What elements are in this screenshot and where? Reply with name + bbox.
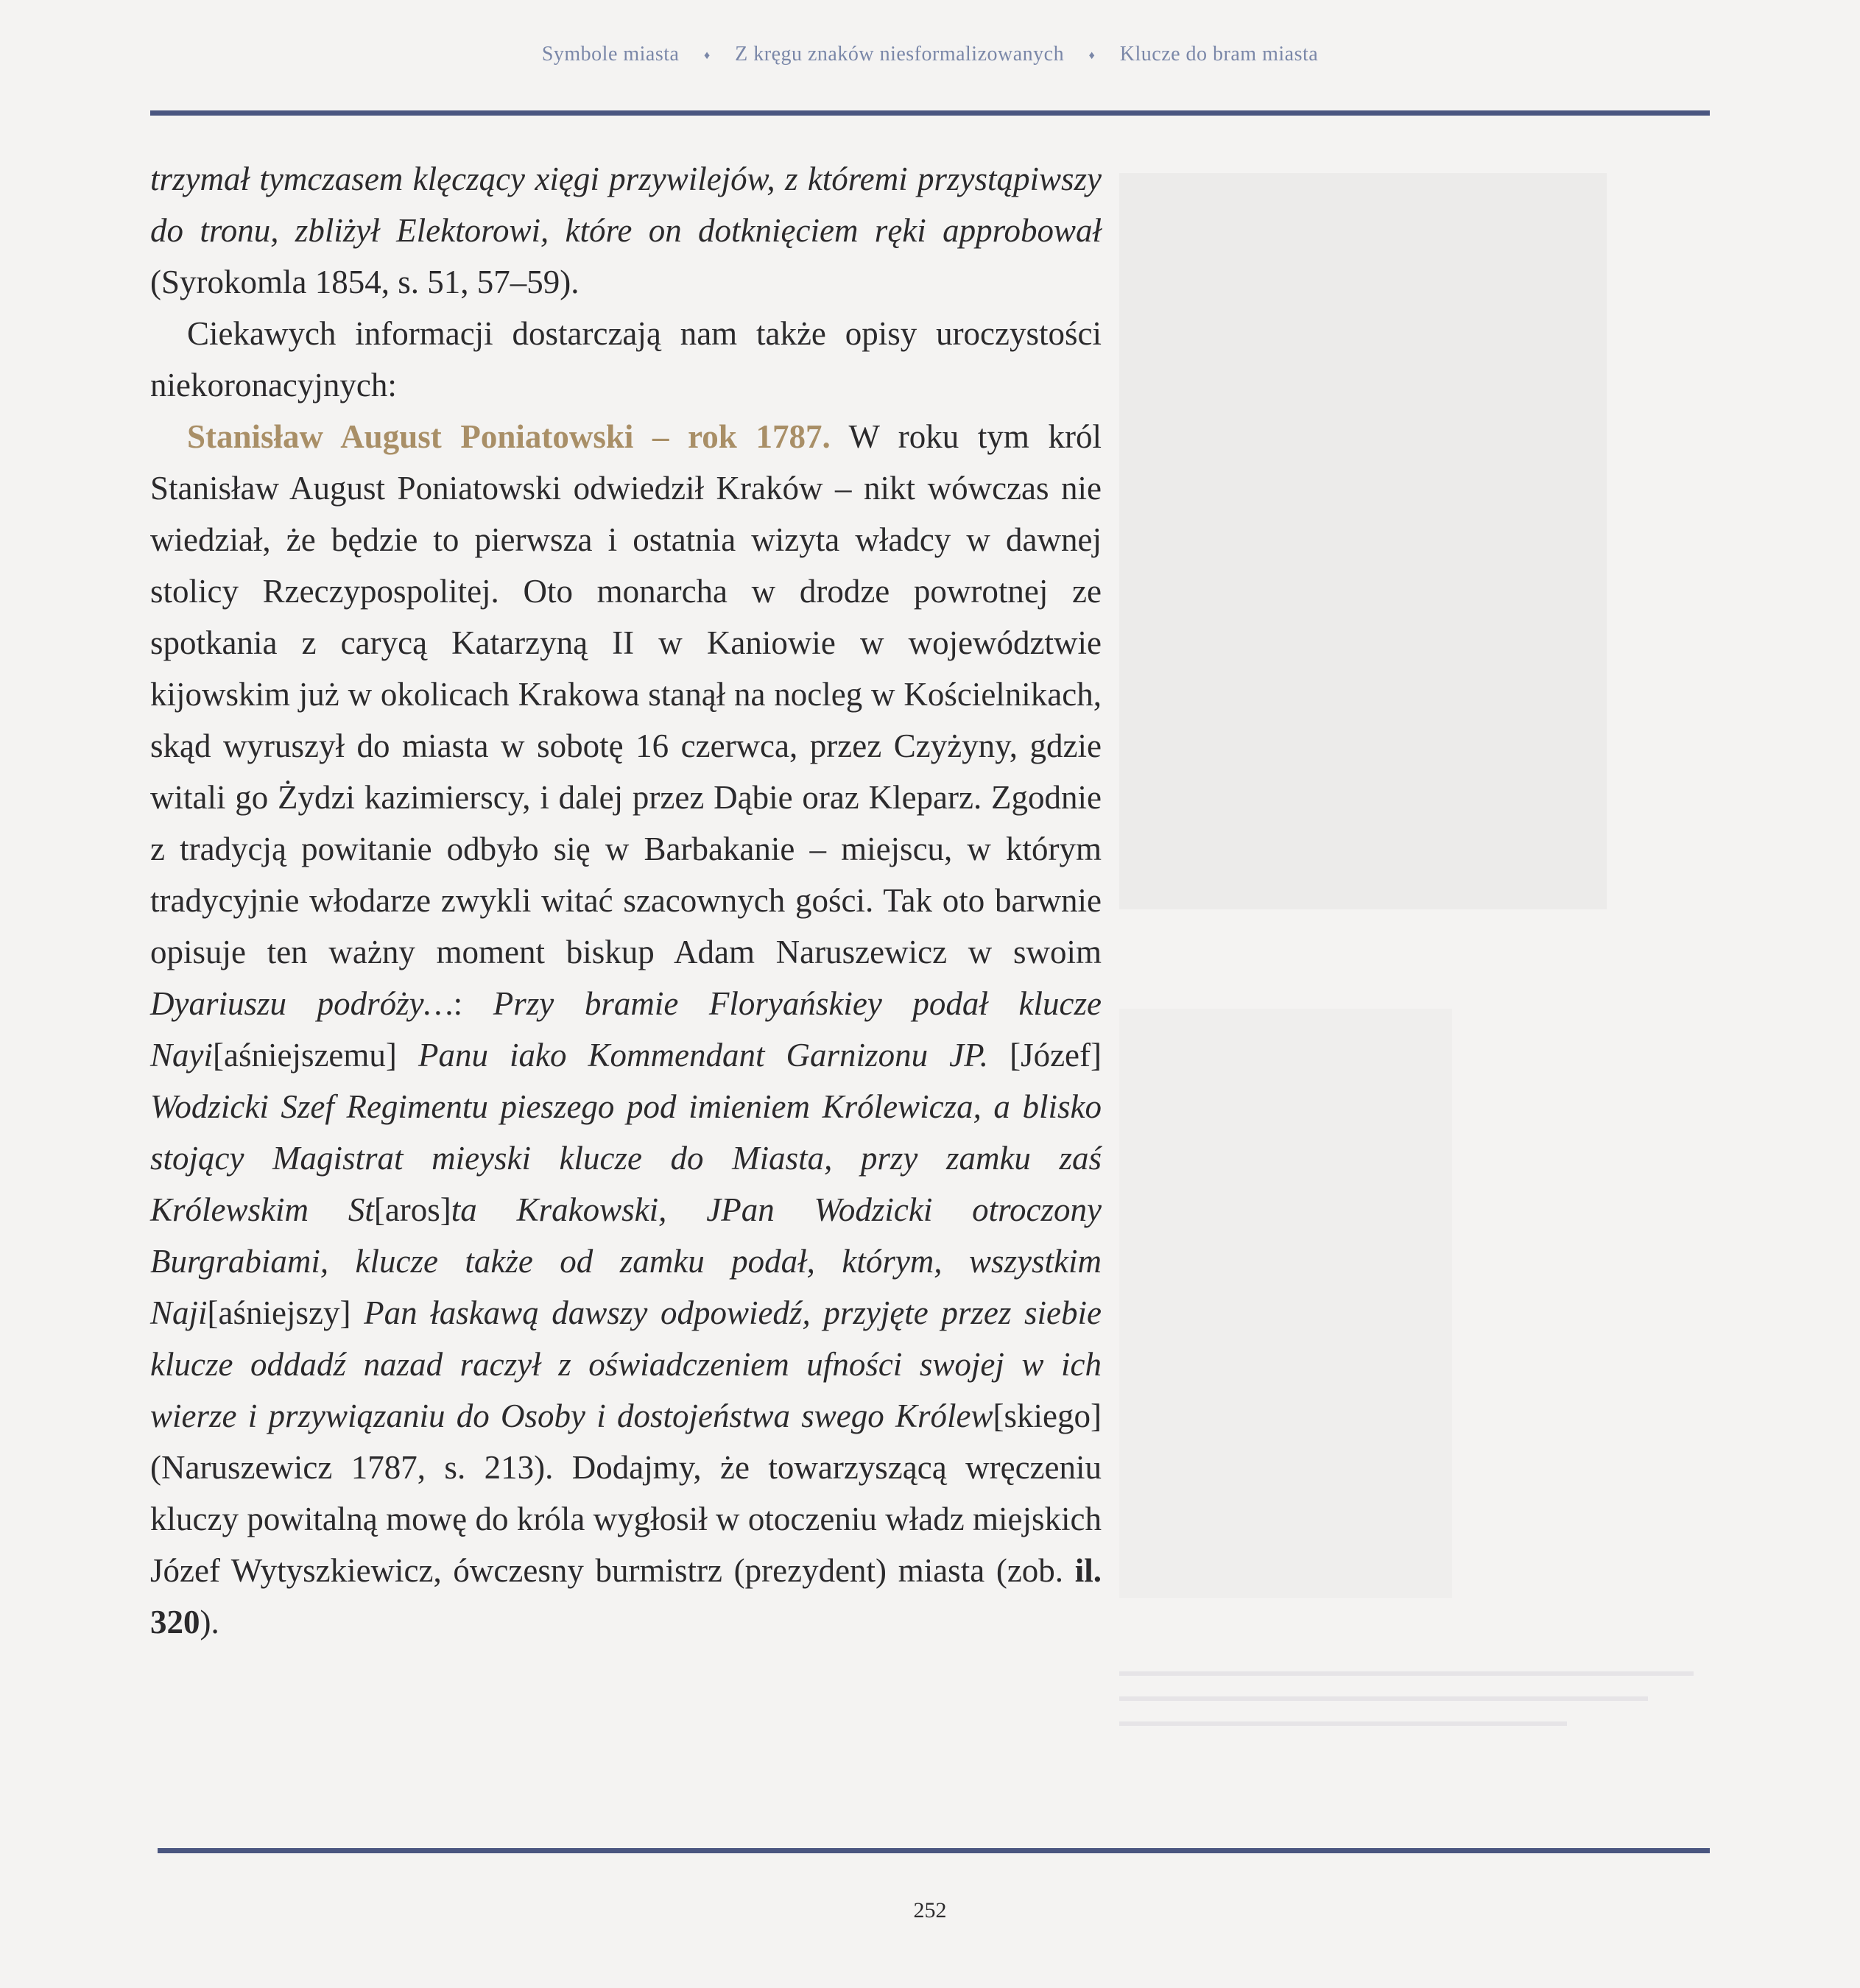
header-crumb-symbols: Symbole miasta [541,43,680,66]
header-rule [150,110,1710,116]
bleed-through-image-shadow [1119,1009,1452,1598]
paragraph-poniatowski [150,411,1102,1648]
diamond-separator-icon: ♦ [703,49,711,62]
quote-text: trzymał tymczasem klęczący xięgi przywilejów, z któremi przystąpiwszy do tronu, zbliżył Elektorowi, które on dotknięciem ręki approbował [150,161,1102,249]
bleed-through-image-shadow [1119,173,1607,909]
editorial-insert: [Józef] [988,1037,1102,1074]
illustration-reference: il. 320 [150,1552,1102,1640]
editorial-insert: [aśniejszy] [207,1294,351,1331]
paragraph-intro: Ciekawych informacji dostarczają nam także opisy uroczystości niekoronacyjnych: [150,315,1102,403]
quote-text: ta Krakowski, JPan Wodzicki otroczony Burgrabiami, klucze także od zamku podał, którym, wszystkim Naji [150,1191,1102,1331]
editorial-insert: [aros] [373,1191,451,1228]
editorial-insert: [aśniejszemu] [213,1037,397,1074]
header-crumb-keys: Klucze do bram miasta [1119,43,1319,66]
diamond-separator-icon: ♦ [1088,49,1096,62]
body-text: : [453,985,493,1022]
quote-text: Wodzicki Szef Regimentu pieszego pod imieniem Królewicza, a blisko stojący Magistrat mieyski klucze do Miasta, przy zamku zaś Królewskim St [150,1088,1102,1228]
main-text-column [150,153,1102,1648]
citation: (Naruszewicz 1787, s. 213). Dodajmy, że towarzyszącą wręczeniu kluczy powitalną mowę do króla wygłosił w otoczeniu władz miejskich Józef Wytyszkiewicz, ówczesny burmistrz (prezydent) miasta (zob. [150,1449,1102,1589]
paragraph-quote-continuation [150,153,1102,308]
body-text: W roku tym król Stanisław August Poniatowski odwiedził Kraków – nikt wówczas nie wiedział, że będzie to pierwsza i ostatnia wizyta władcy w dawnej stolicy Rzeczypospolitej. Oto monarcha w drodze powrotnej ze spotkania z carycą Katarzyną II w Kaniowie w województwie kijowskim już w okolicach Krakowa stanął na nocleg w Kościelnikach, skąd wyruszył do miasta w sobotę 16 czerwca, przez Czyżyny, gdzie witali go Żydzi kazimierscy, i dalej przez Dąbie oraz Kleparz. Zgodnie z tradycją powitanie odbyło się w Barbakanie – miejscu, w którym tradycyjnie włodarze zwykli witać szacownych gości. Tak oto barwnie opisuje ten ważny moment biskup Adam Naruszewicz w swoim [150,418,1102,970]
body-text: ). [200,1604,219,1640]
section-heading: Stanisław August Poniatowski – rok 1787. [187,418,831,455]
running-header [0,43,1860,66]
bleed-through-caption-shadow [1119,1671,1694,1746]
footer-rule [158,1848,1710,1853]
quote-text: Pan łaskawą dawszy odpowiedź, przyjęte przez siebie klucze oddadź nazad raczył z oświadczeniem ufności swojej w ich wierze i przywiązaniu do Osoby i dostojeństwa swego Królew [150,1294,1102,1434]
quote-text: Panu iako Kommendant Garnizonu JP. [396,1037,989,1074]
page-number: 252 [913,1898,947,1922]
quote-text: Przy bramie Floryańskiey podał klucze Nayi [150,985,1102,1074]
citation: (Syrokomla 1854, s. 51, 57–59). [150,264,580,300]
header-crumb-signs: Z kręgu znaków niesformalizowanych [735,43,1065,66]
editorial-insert: [skiego] [993,1397,1102,1434]
work-title: Dyariuszu podróży… [150,985,454,1022]
